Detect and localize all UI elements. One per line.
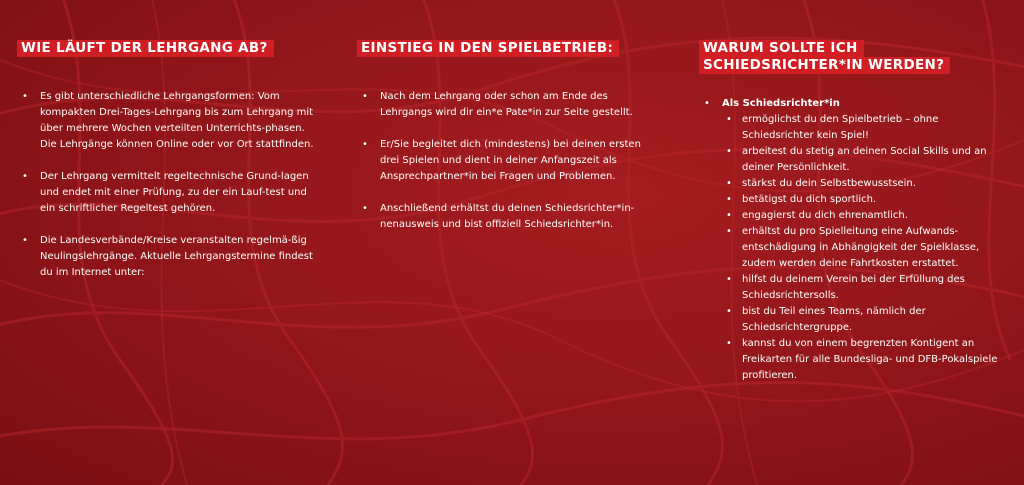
bullet-list: [699, 96, 1009, 384]
list-item: • Er/Sie begleitet dich (mindestens) bei deinen ersten drei Spielen und dient in deiner Anfangszeit als Ansprechpartner*in bei Fragen und Problemen.: [357, 137, 657, 185]
sub-list-item: • bist du Teil eines Teams, nämlich der Schiedsrichtergruppe.: [722, 304, 1009, 336]
heading-line: SCHIEDSRICHTER*IN WERDEN?: [699, 57, 950, 74]
list-item: • Nach dem Lehrgang oder schon am Ende des Lehrgangs wird dir ein*e Pate*in zur Seite gestellt.: [357, 89, 657, 121]
sub-list-item: • kannst du von einem begrenzten Kontigent an Freikarten für alle Bundesliga- und DFB-Pokalspiele profitieren.: [722, 336, 1009, 384]
sub-list-item: • stärkst du dein Selbstbewusstsein.: [722, 176, 1009, 192]
sub-list-item: • engagierst du dich ehrenamtlich.: [722, 208, 1009, 224]
sub-bullet-list: [722, 112, 1009, 384]
list-item: • Der Lehrgang vermittelt regeltechnische Grund-lagen und endet mit einer Prüfung, zu der ein Lauf-test und ein schriftlicher Regeltest gehören.: [17, 169, 317, 217]
list-item: • Anschließend erhältst du deinen Schiedsrichter*in-nenausweis und bist offiziell Schiedsrichter*in.: [357, 201, 657, 233]
sub-list-item: • arbeitest du stetig an deinen Social Skills und an deiner Persönlichkeit.: [722, 144, 1009, 176]
column-why: [699, 40, 1009, 384]
sub-list-item: • betätigst du dich sportlich.: [722, 192, 1009, 208]
heading-line: WARUM SOLLTE ICH: [699, 40, 864, 57]
sub-list-item: • erhältst du pro Spielleitung eine Aufwands-entschädigung in Abhängigkeit der Spielklasse, zudem werden deine Fahrtkosten erstattet.: [722, 224, 1009, 272]
sub-list-item: • ermöglichst du den Spielbetrieb – ohne Schiedsrichter kein Spiel!: [722, 112, 1009, 144]
list-item: • Die Landesverbände/Kreise veranstalten regelmä-ßig Neulingslehrgänge. Aktuelle Lehrgangstermine findest du im Internet unter:: [17, 233, 317, 281]
bullet-list: [17, 89, 317, 281]
group-title: • Als Schiedsrichter*in: [722, 98, 840, 109]
column-entry: [357, 40, 657, 249]
sub-list-item: • hilfst du deinem Verein bei der Erfüllung des Schiedsrichtersolls.: [722, 272, 1009, 304]
bullet-list: [357, 89, 657, 233]
column-heading: [17, 40, 317, 57]
column-course: [17, 40, 317, 297]
column-heading: [357, 40, 657, 57]
heading-line: EINSTIEG IN DEN SPIELBETRIEB:: [357, 40, 619, 57]
heading-line: WIE LÄUFT DER LEHRGANG AB?: [17, 40, 274, 57]
column-heading: [699, 40, 1009, 74]
list-item: [699, 96, 1009, 384]
list-item: • Es gibt unterschiedliche Lehrgangsformen: Vom kompakten Drei-Tages-Lehrgang bis zum Lehrgang mit über mehrere Wochen verteilten Unterrichts-phasen. Die Lehrgänge können Online oder vor Ort stattfinden.: [17, 89, 317, 153]
